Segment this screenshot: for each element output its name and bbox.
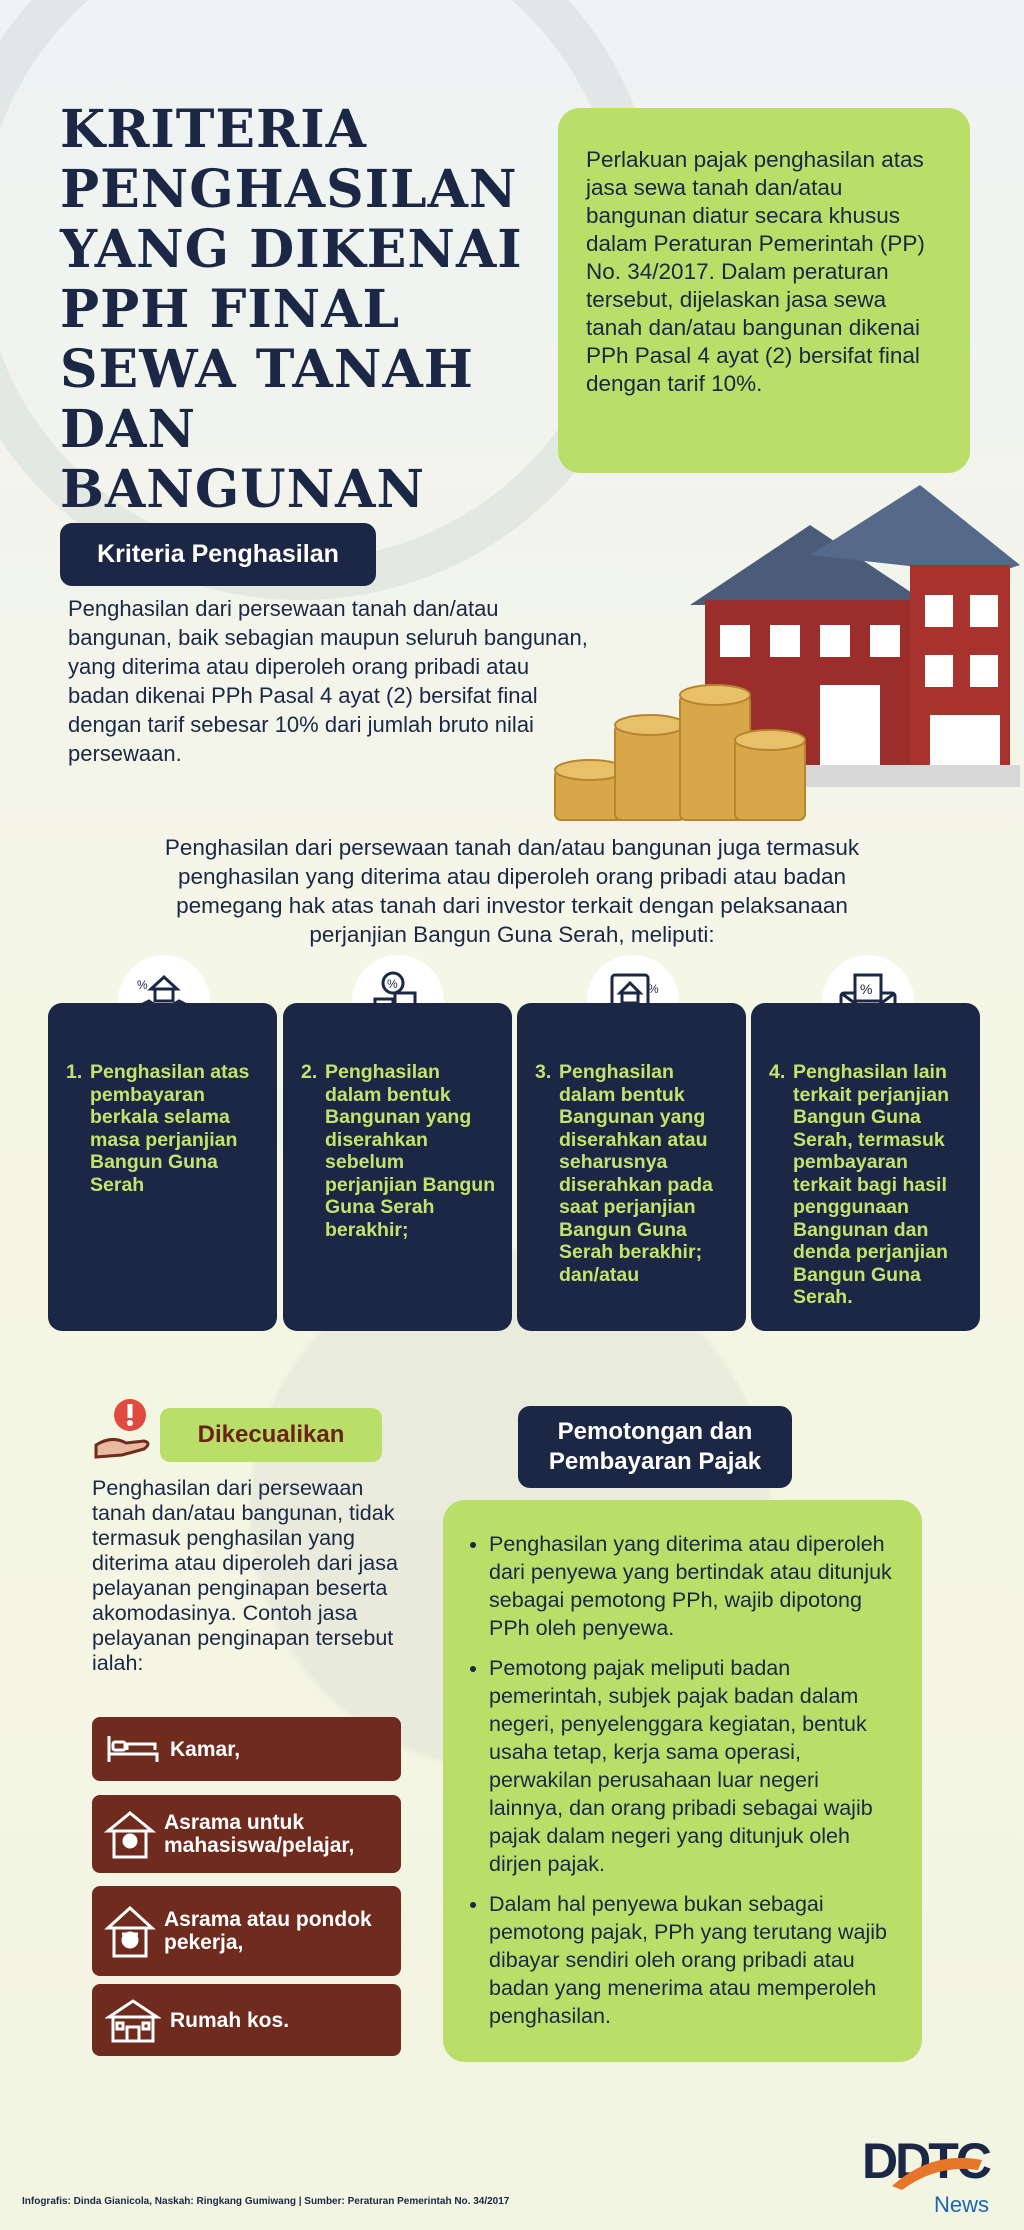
worker-dorm-item xyxy=(92,1886,401,1976)
pemotongan-list xyxy=(461,1530,898,2030)
svg-text:%: % xyxy=(648,982,659,996)
student-house-icon xyxy=(104,1809,156,1859)
card-text: Penghasilan lain terkait perjanjian Bangun Guna Serah, termasuk pembayaran terkait bagi hasil penggunaan Bangunan dan denda perjanjian Bangun Guna Serah. xyxy=(793,1061,950,1308)
card-text: Penghasilan atas pembayaran berkala selama masa perjanjian Bangun Guna Serah xyxy=(90,1061,250,1196)
exclamation-hand-icon xyxy=(92,1395,162,1465)
bed-icon xyxy=(104,1732,162,1766)
worker-house-icon xyxy=(104,1904,156,1958)
worker-dorm-label: Asrama atau pondok pekerja, xyxy=(164,1908,372,1954)
logo-text: DDTC xyxy=(862,2133,989,2189)
card-number: 2. xyxy=(301,1061,318,1083)
page-title xyxy=(60,100,550,520)
dikecualikan-label: Dikecualikan xyxy=(160,1408,382,1462)
title-line: DAN BANGUNAN xyxy=(60,399,425,520)
card-number: 1. xyxy=(66,1061,83,1083)
svg-text:%: % xyxy=(860,981,873,997)
kriteria-text: Penghasilan dari persewaan tanah dan/atau bangunan, baik sebagian maupun seluruh bangunan, yang diterima atau diperoleh orang pribadi atau badan dikenai PPh Pasal 4 ayat (2) bersifat final dengan tarif sebesar 10% dari jumlah bruto nilai persewaan. xyxy=(68,596,588,766)
card-number: 3. xyxy=(535,1061,552,1083)
bgs-intro-text: Penghasilan dari persewaan tanah dan/atau bangunan juga termasuk penghasilan yang diterima atau diperoleh orang pribadi atau badan pemegang hak atas tanah dari investor terkait dengan pelaksanaan perjanjian Bangun Guna Serah, meliputi: xyxy=(164,835,860,947)
title-line: PENGHASILAN xyxy=(60,159,518,220)
ddtc-news-logo xyxy=(862,2120,1012,2220)
bgs-card-1 xyxy=(48,1003,277,1331)
bgs-card-4 xyxy=(751,1003,980,1331)
title-line: YANG DIKENAI xyxy=(60,219,523,280)
room-item xyxy=(92,1717,401,1781)
student-dorm-item xyxy=(92,1795,401,1873)
boarding-house-icon xyxy=(104,1997,162,2043)
title-line: SEWA TANAH xyxy=(60,339,474,400)
pemotongan-label: Pemotongan dan Pembayaran Pajak xyxy=(518,1406,792,1488)
pemotongan-bullet: • Penghasilan yang diterima atau diperoleh dari penyewa yang bertindak atau ditunjuk sebagai pemotong PPh, wajib dipotong PPh oleh penyewa. xyxy=(489,1530,898,1642)
card-text: Penghasilan dalam bentuk Bangunan yang diserahkan sebelum perjanjian Bangun Guna Serah berakhir; xyxy=(325,1061,496,1241)
card-text: Penghasilan dalam bentuk Bangunan yang diserahkan atau seharusnya diserahkan pada saat perjanjian Bangun Guna Serah berakhir; dan/atau xyxy=(559,1061,713,1286)
coins-illustration xyxy=(545,680,810,830)
card-number: 4. xyxy=(769,1061,786,1083)
pemotongan-bullet: • Pemotong pajak meliputi badan pemerintah, subjek pajak badan dalam negeri, penyelenggara kegiatan, bentuk usaha tetap, kerja sama operasi, perwakilan perusahaan luar negeri lainnya, dan orang pribadi sebagai wajib pajak dalam negeri yang ditunjuk oleh dirjen pajak. xyxy=(489,1654,898,1878)
svg-text:%: % xyxy=(137,978,148,992)
dikecualikan-text: Penghasilan dari persewaan tanah dan/atau bangunan, tidak termasuk penghasilan yang diterima atau diperoleh dari jasa pelayanan penginapan beserta akomodasinya. Contoh jasa pelayanan penginapan tersebut ialah: xyxy=(92,1476,398,1675)
footer-credits: Infografis: Dinda Gianicola, Naskah: Ringkang Gumiwang | Sumber: Peraturan Pemerintah No. 34/2017 xyxy=(22,2196,510,2207)
logo-subtext: News xyxy=(934,2192,990,2217)
bgs-card-2 xyxy=(283,1003,512,1331)
kriteria-label: Kriteria Penghasilan xyxy=(60,523,376,586)
title-line: KRITERIA xyxy=(60,99,367,160)
intro-text: Perlakuan pajak penghasilan atas jasa sewa tanah dan/atau bangunan diatur secara khusus dalam Peraturan Pemerintah (PP) No. 34/2017. Dalam peraturan tersebut, dijelaskan jasa sewa tanah dan/atau bangunan dikenai PPh Pasal 4 ayat (2) bersifat final dengan tarif 10%. xyxy=(586,147,925,396)
bgs-card-3 xyxy=(517,1003,746,1331)
intro-box xyxy=(558,108,970,473)
boarding-house-item xyxy=(92,1984,401,2056)
pemotongan-box xyxy=(443,1500,922,2062)
room-item-label: Kamar, xyxy=(170,1737,241,1761)
student-dorm-label: Asrama untuk mahasiswa/pelajar, xyxy=(164,1811,355,1857)
svg-text:%: % xyxy=(387,977,398,991)
boarding-house-label: Rumah kos. xyxy=(170,2008,290,2032)
title-line: PPH FINAL xyxy=(60,279,401,340)
pemotongan-bullet: • Dalam hal penyewa bukan sebagai pemotong pajak, PPh yang terutang wajib dibayar sendiri oleh orang pribadi atau badan yang menerima atau memperoleh penghasilan. xyxy=(489,1890,898,2030)
